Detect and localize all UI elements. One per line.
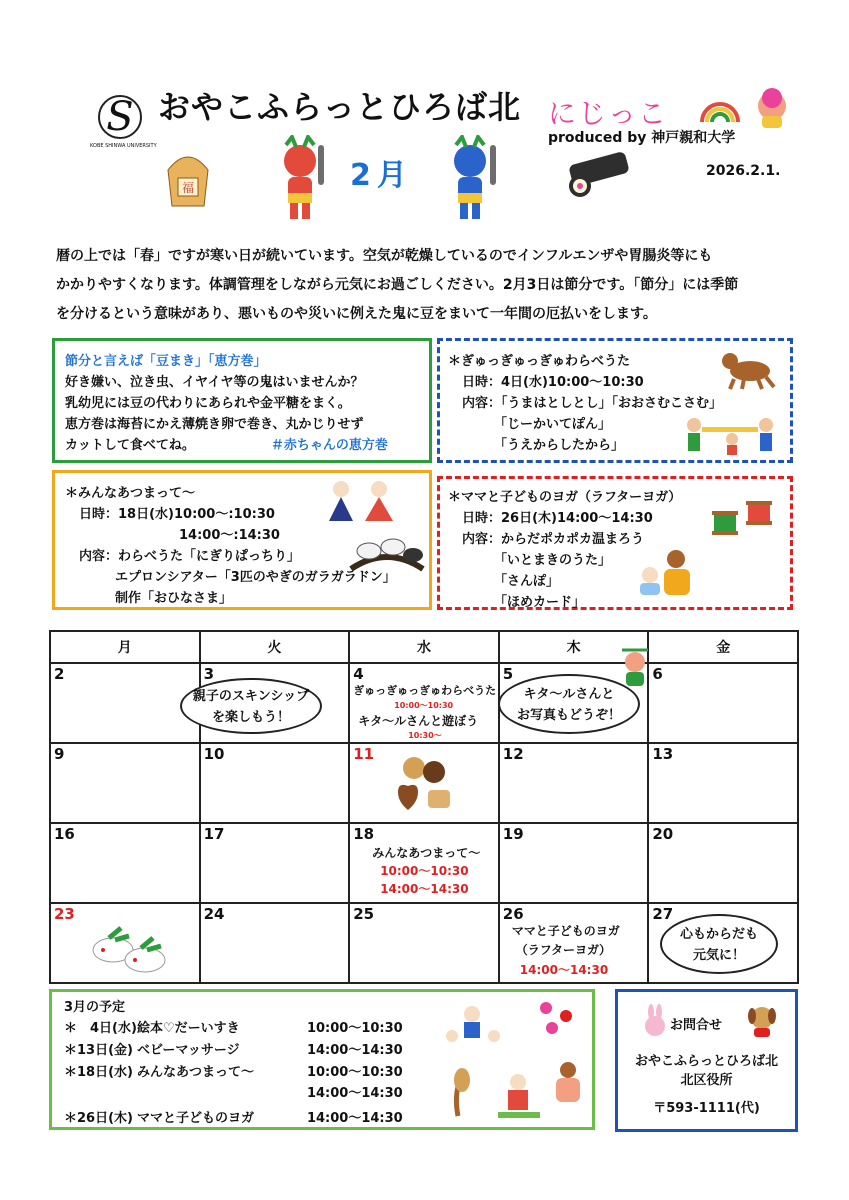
minna-title: ＊みんなあつまって～: [65, 486, 196, 501]
minna-datetime: 14:00～:14:30: [179, 528, 280, 543]
calendar-day: [200, 903, 350, 983]
setsubun-line: 乳幼児には豆の代わりにあられや金平糖をまく。: [65, 396, 351, 411]
event-yoga-sub: （ラフターヨガ）: [515, 943, 612, 957]
contact-line: おやこふらっとひろば北: [634, 1054, 778, 1069]
cookies-icon: [390, 752, 470, 814]
bubble-line: キタ～ルさんと: [523, 687, 615, 702]
yoga-content: 「さんぽ」: [494, 574, 560, 589]
setsubun-line-text: カットして食べてね。: [65, 438, 195, 453]
event-time: 14:00～14:30: [519, 963, 609, 977]
goats-icon: [347, 525, 427, 575]
yoga-content: 内容：からだポカポカ温まろう: [462, 532, 645, 547]
bubble-line: お写真もどうぞ！: [516, 708, 621, 723]
march-time: 10:00～10:30: [306, 1065, 403, 1080]
march-time: 10:00～10:30: [306, 1021, 403, 1036]
march-title: 3月の予定: [64, 1000, 126, 1015]
month-label: 2月: [350, 158, 413, 193]
setsubun-heading: 節分と言えば「豆まき」「恵方巻」: [65, 354, 267, 369]
red-oni-icon: [272, 135, 334, 223]
day-number-holiday: 23: [54, 905, 75, 923]
minna-box: [52, 470, 432, 610]
setsubun-tag: ＃赤ちゃんの恵方巻: [270, 438, 388, 453]
day-number: 26: [502, 905, 524, 923]
day-number: 19: [502, 825, 524, 843]
setsubun-line: [65, 435, 388, 456]
march-date: ＊26日(木): [64, 1111, 133, 1126]
hina-dolls-icon: [323, 477, 403, 523]
event-kitaru: キタ～ルさんと遊ぼう: [358, 714, 479, 728]
bubble-line: 心もからだも: [679, 927, 758, 942]
contact-details: [618, 1052, 795, 1118]
calendar-day: [349, 903, 499, 983]
march-event: みんなあつまって～: [136, 1065, 254, 1080]
setsubun-box: [52, 338, 432, 463]
mother-baby-icon: [634, 547, 698, 603]
day-number: 10: [203, 745, 225, 763]
minna-content: エプロンシアター「3匹のやぎのガラガラドン」: [115, 570, 396, 585]
intro-line: 暦の上では「春」ですが寒い日が続いています。空気が乾燥しているのでインフルエンザや胃腸炎等にも: [56, 248, 713, 264]
calendar-header-fri: 金: [648, 631, 798, 663]
day-number: 13: [652, 745, 674, 763]
intro-line: かかりやすくなります。体調管理をしながら元気にお過ごしください。2月3日は節分です。「節分」には季節: [56, 277, 739, 293]
calendar-day: [200, 743, 350, 823]
yoga-title: ＊ママと子どものヨガ（ラフターヨガ）: [448, 490, 682, 505]
day-number: 2: [54, 665, 65, 683]
bubble-skinship: [180, 678, 322, 734]
event-minna: みんなあつまって～: [372, 846, 481, 860]
contact-line: 北区役所: [680, 1073, 733, 1088]
shinwa-s-icon: S: [98, 95, 142, 139]
march-time: 14:00～14:30: [306, 1086, 403, 1101]
event-warabe: ぎゅっぎゅっぎゅわらべうた: [353, 684, 497, 697]
bubble-line: 親子のスキンシップ: [192, 689, 310, 704]
setsubun-line: 好き嫌い、泣き虫、イヤイヤ等の鬼はいませんか？: [65, 375, 364, 390]
march-event: 絵本♡だーいすき: [136, 1021, 240, 1036]
march-date: ＊13日(金): [64, 1043, 133, 1058]
calendar-day: [648, 823, 798, 903]
mascot-icon: [618, 644, 652, 688]
day-number: 25: [353, 905, 375, 923]
march-event: ベビーマッサージ: [136, 1043, 240, 1058]
calendar-day: [349, 743, 499, 823]
warabe-box: [437, 338, 793, 463]
university-logo: [90, 94, 157, 149]
warabe-content: 「うえからしたから」: [494, 438, 625, 453]
calendar-day: [499, 743, 649, 823]
march-date: ＊ 4日(水): [64, 1021, 137, 1036]
rabbit-icon: [642, 1004, 668, 1040]
day-number: 4: [353, 665, 364, 683]
logo-text: KOBE SHINWA UNIVERSITY: [90, 143, 157, 149]
svg-text:福: 福: [181, 181, 195, 195]
event-yoga: ママと子どものヨガ: [511, 924, 620, 938]
bubble-line: 元気に！: [692, 948, 745, 963]
minna-content: 内容：わらべうた「にぎりぱっちり」: [79, 549, 301, 564]
calendar-day: [50, 743, 200, 823]
march-schedule-table: [64, 1018, 403, 1129]
spring-illustration-icon: [442, 996, 592, 1126]
contact-box: [615, 989, 798, 1132]
intro-line: を分けるという意味があり、悪いものや災いに例えた鬼に豆をまいて一年間の厄払いをします。: [56, 306, 657, 322]
yoga-box: [437, 476, 793, 610]
day-number: 20: [652, 825, 674, 843]
warabe-content: 内容：「うまはとしとし」「おおさむこさむ」: [462, 396, 723, 411]
snow-rabbits-icon: [89, 916, 169, 976]
calendar-day: [50, 663, 200, 743]
march-time-cell: [307, 1062, 403, 1104]
calendar-header-thu: 木: [499, 631, 649, 663]
calendar-day: [648, 663, 798, 743]
calendar-day: [499, 823, 649, 903]
calendar-day: [499, 903, 649, 983]
contact-line: 〒593-1111(代): [653, 1101, 760, 1116]
march-date: ＊18日(水): [64, 1065, 133, 1080]
intro-text: [56, 242, 776, 329]
day-number: 9: [54, 745, 65, 763]
warabe-title: ＊ぎゅっぎゅっぎゅわらべうた: [448, 354, 631, 369]
march-time: 14:00～14:30: [306, 1111, 403, 1126]
yoga-datetime: 日時：26日(木)14:00～14:30: [462, 511, 653, 526]
page-title: おやこふらっとひろば北: [158, 88, 522, 126]
march-schedule-box: [49, 989, 595, 1130]
rainbow-icon: [700, 88, 740, 124]
dog-icon: [744, 1002, 780, 1038]
event-time: 14:00～14:30: [380, 882, 469, 896]
bubble-line: を楽しもう！: [211, 710, 290, 725]
day-number: 12: [502, 745, 524, 763]
setsubun-line: 恵方巻は海苔にかえ薄焼き卵で巻き、丸かじりせず: [65, 417, 364, 432]
calendar-header-tue: 火: [200, 631, 350, 663]
children-playing-icon: [682, 413, 778, 457]
day-number: 27: [652, 905, 674, 923]
thread-spools-icon: [710, 501, 780, 551]
march-event: ママと子どものヨガ: [136, 1111, 254, 1126]
calendar-day: [50, 903, 200, 983]
yoga-content: 「いとまきのうた」: [494, 553, 612, 568]
day-number: 3: [203, 665, 215, 683]
event-time: 10:00～10:30: [380, 864, 469, 878]
event-time: 10:00～10:30: [394, 701, 454, 710]
event-time: 10:30～: [408, 731, 442, 740]
calendar-day: [349, 663, 499, 743]
contact-title: お問合せ: [670, 1018, 723, 1033]
march-time: 14:00～14:30: [306, 1043, 403, 1058]
produced-by: produced by 神戸親和大学: [548, 130, 736, 146]
day-number-holiday: 11: [353, 745, 375, 763]
yoga-content: 「ほめカード」: [494, 595, 586, 610]
mascot-icon: [748, 84, 802, 130]
warabe-datetime: 日時：4日(水)10:00～10:30: [462, 375, 644, 390]
brand-name: にじっこ: [548, 97, 669, 130]
day-number: 18: [353, 825, 375, 843]
calendar-header-mon: 月: [50, 631, 200, 663]
day-number: 24: [203, 905, 225, 923]
bubble-photo: [498, 674, 640, 734]
calendar-day: [50, 823, 200, 903]
issue-date: 2026.2.1.: [706, 163, 781, 179]
horse-icon: [718, 347, 782, 391]
day-number: 17: [203, 825, 225, 843]
minna-datetime: 日時：18日(水)10:00～:10:30: [79, 507, 275, 522]
day-number: 16: [54, 825, 75, 843]
calendar-day: [648, 743, 798, 823]
bean-bag-icon: [160, 150, 216, 210]
blue-oni-icon: [440, 135, 502, 223]
minna-content: 制作「おひなさま」: [115, 591, 233, 606]
day-number: 6: [652, 665, 663, 683]
calendar-day: [349, 823, 499, 903]
day-number: 5: [502, 665, 514, 683]
bubble-genki: [660, 914, 778, 974]
ehomaki-icon: [566, 150, 632, 200]
calendar-header-wed: 水: [349, 631, 499, 663]
calendar-day: [200, 823, 350, 903]
warabe-content: 「じーかいてぽん」: [494, 417, 612, 432]
